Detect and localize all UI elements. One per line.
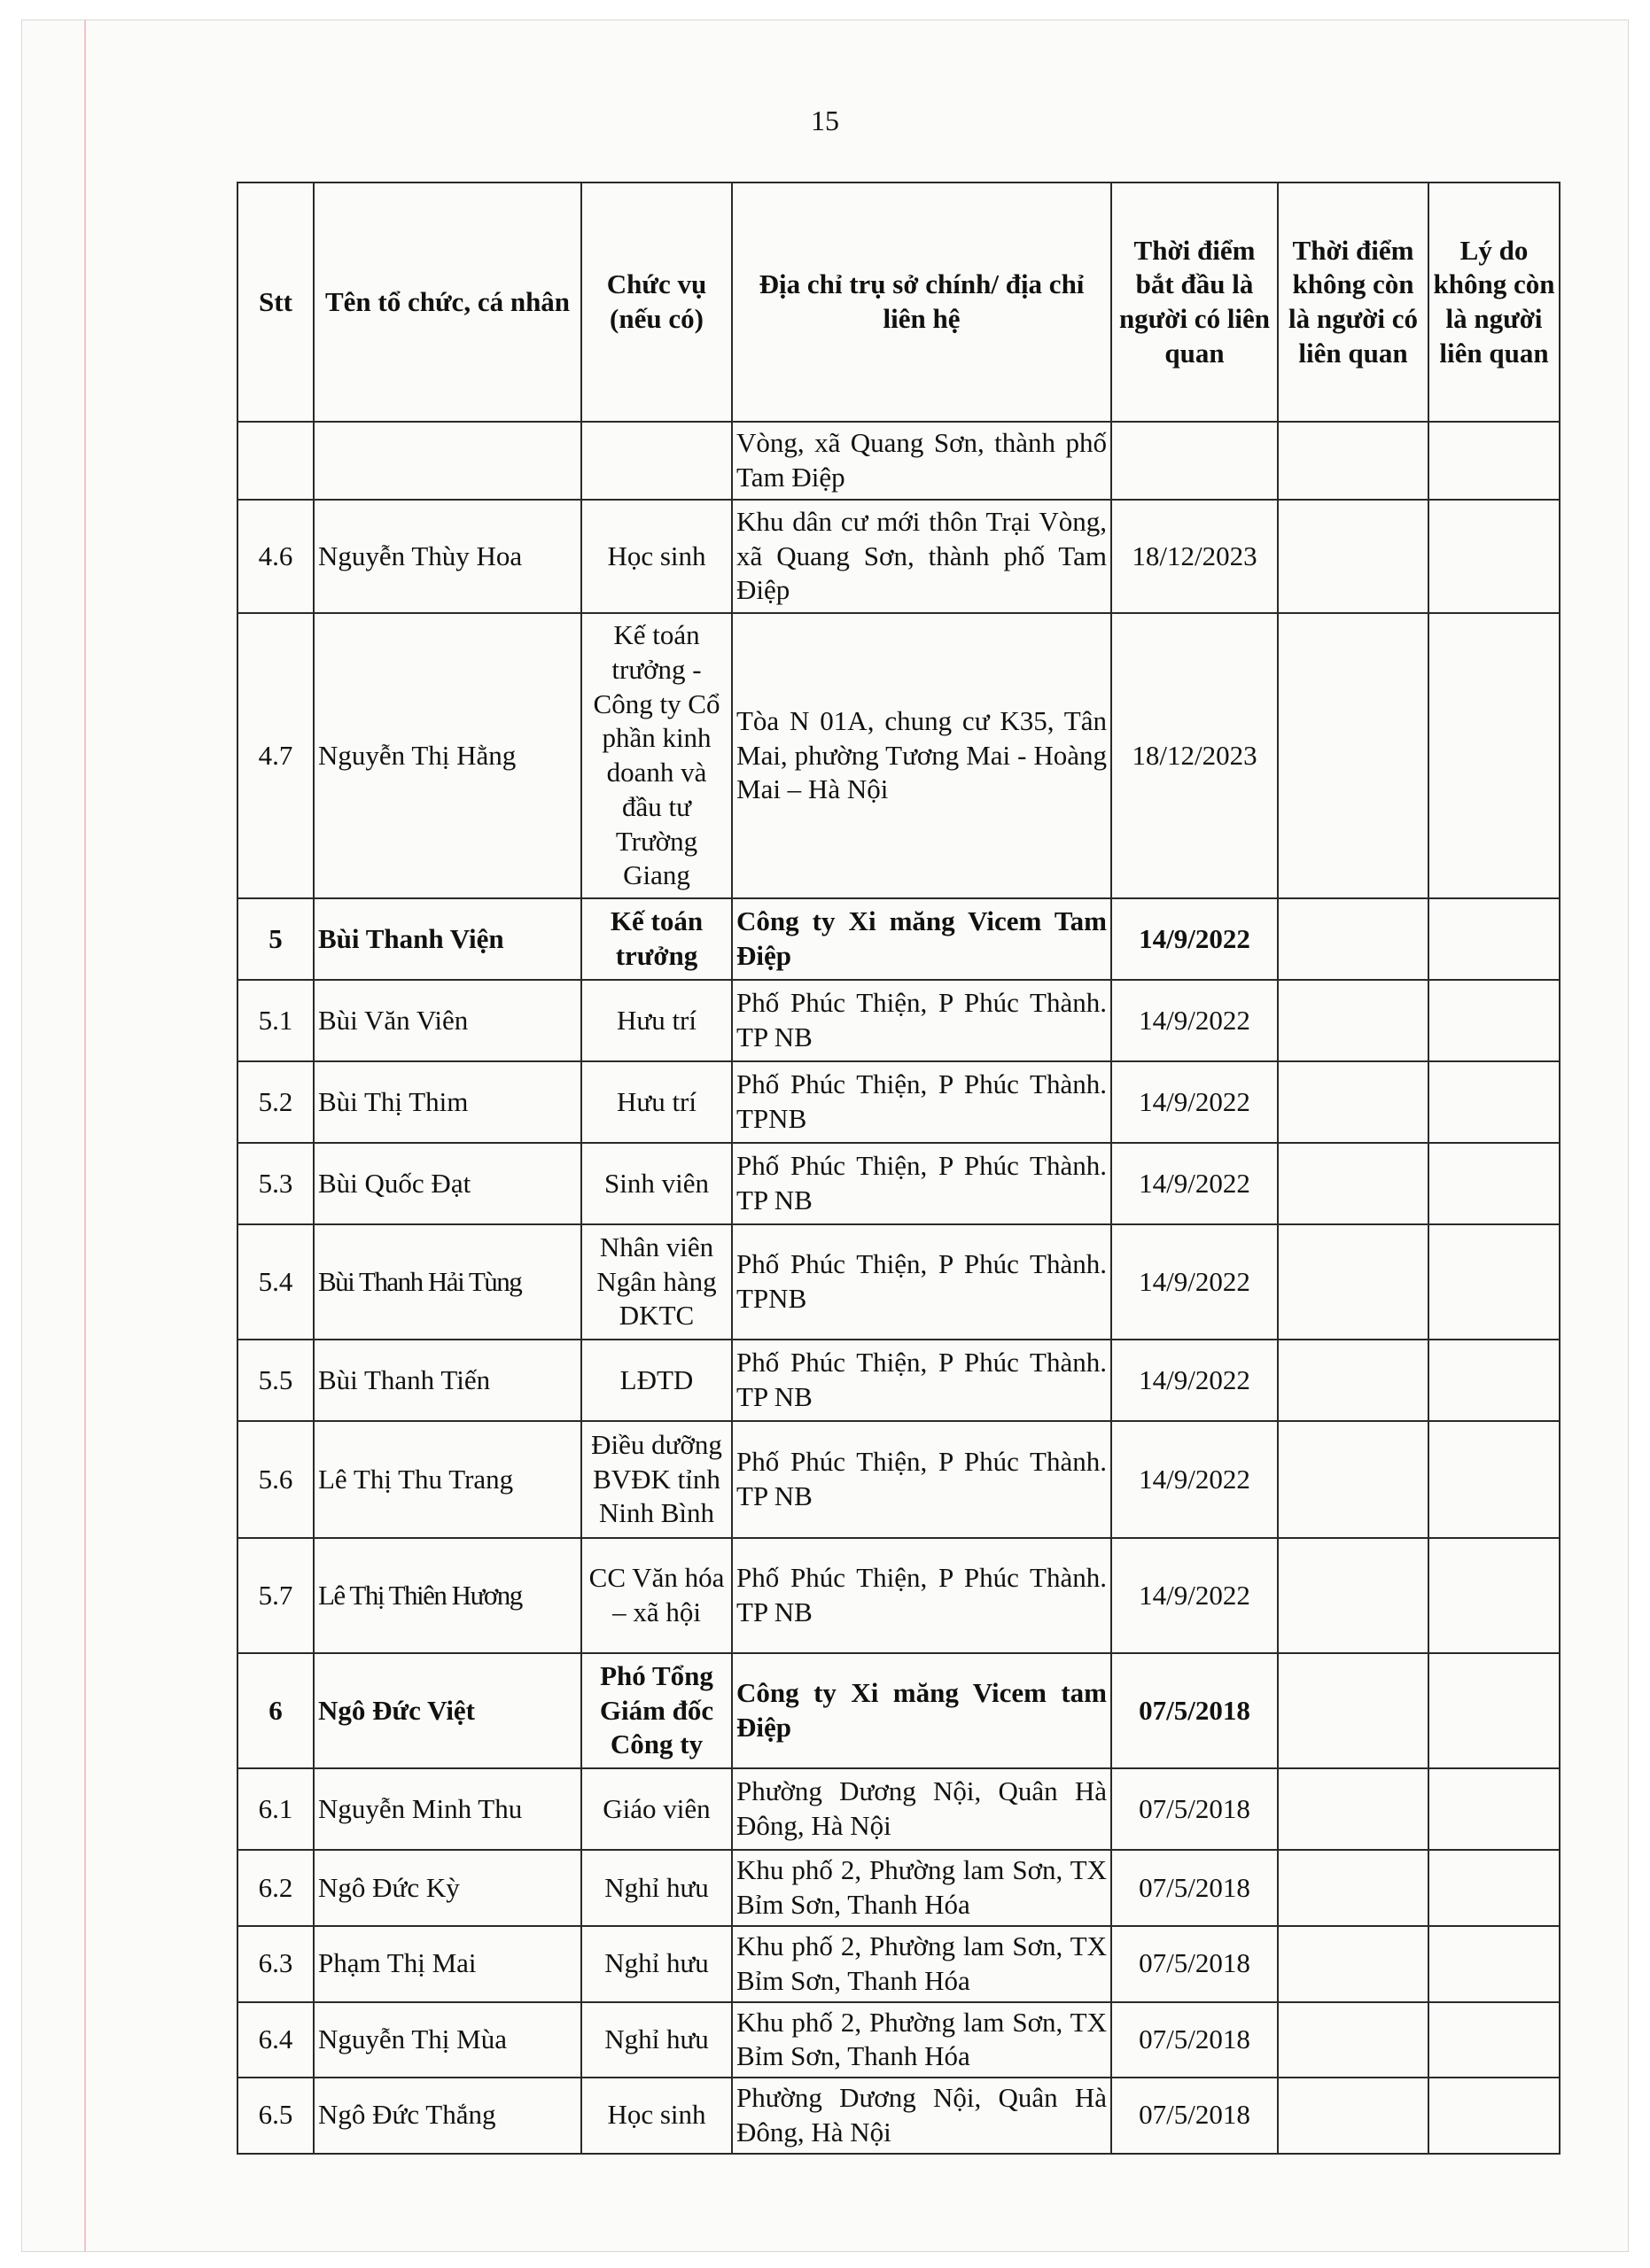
cell-end-date	[1278, 898, 1428, 980]
table-row	[237, 1224, 1560, 1340]
cell-position: Phó Tổng Giám đốc Công ty	[581, 1653, 732, 1768]
cell-reason	[1428, 2002, 1560, 2078]
header-end-date: Thời điểm không còn là người có liên quan	[1278, 183, 1428, 422]
cell-address: Phố Phúc Thiện, P Phúc Thành. TPNB	[732, 1061, 1111, 1143]
cell-reason	[1428, 1850, 1560, 1926]
cell-name: Bùi Thanh Hải Tùng	[314, 1224, 581, 1340]
cell-address: Phường Dương Nội, Quân Hà Đông, Hà Nội	[732, 1768, 1111, 1850]
cell-start-date: 14/9/2022	[1111, 1538, 1278, 1653]
cell-position: Nghỉ hưu	[581, 1926, 732, 2002]
cell-stt: 5.2	[237, 1061, 314, 1143]
cell-address: Phố Phúc Thiện, P Phúc Thành. TP NB	[732, 1538, 1111, 1653]
table-row	[237, 1926, 1560, 2002]
cell-end-date	[1278, 613, 1428, 898]
cell-name: Lê Thị Thu Trang	[314, 1421, 581, 1538]
cell-end-date	[1278, 1421, 1428, 1538]
cell-end-date	[1278, 980, 1428, 1061]
cell-stt: 4.7	[237, 613, 314, 898]
table-row	[237, 1143, 1560, 1224]
cell-reason	[1428, 613, 1560, 898]
cell-start-date: 07/5/2018	[1111, 1653, 1278, 1768]
table-row	[237, 1653, 1560, 1768]
cell-end-date	[1278, 1926, 1428, 2002]
cell-name: Phạm Thị Mai	[314, 1926, 581, 2002]
cell-address: Phố Phúc Thiện, P Phúc Thành. TP NB	[732, 1143, 1111, 1224]
cell-address: Khu dân cư mới thôn Trại Vòng, xã Quang Sơn, thành phố Tam Điệp	[732, 500, 1111, 613]
cell-name: Ngô Đức Thắng	[314, 2078, 581, 2154]
cell-address: Phố Phúc Thiện, P Phúc Thành. TP NB	[732, 1340, 1111, 1421]
cell-start-date: 14/9/2022	[1111, 1421, 1278, 1538]
cell-position: Hưu trí	[581, 1061, 732, 1143]
cell-name: Nguyễn Thùy Hoa	[314, 500, 581, 613]
table-row	[237, 422, 1560, 500]
cell-position	[581, 422, 732, 500]
cell-address: Phường Dương Nội, Quân Hà Đông, Hà Nội	[732, 2078, 1111, 2154]
cell-name: Nguyễn Minh Thu	[314, 1768, 581, 1850]
cell-stt: 5.5	[237, 1340, 314, 1421]
cell-stt: 6	[237, 1653, 314, 1768]
table-row	[237, 1850, 1560, 1926]
cell-address: Phố Phúc Thiện, P Phúc Thành. TP NB	[732, 980, 1111, 1061]
cell-start-date: 14/9/2022	[1111, 980, 1278, 1061]
cell-start-date: 07/5/2018	[1111, 1926, 1278, 2002]
cell-position: LĐTD	[581, 1340, 732, 1421]
cell-start-date: 07/5/2018	[1111, 2078, 1278, 2154]
cell-name: Bùi Thanh Tiến	[314, 1340, 581, 1421]
cell-stt: 4.6	[237, 500, 314, 613]
cell-stt: 5.1	[237, 980, 314, 1061]
cell-start-date: 07/5/2018	[1111, 1850, 1278, 1926]
cell-stt: 6.1	[237, 1768, 314, 1850]
cell-start-date: 14/9/2022	[1111, 1143, 1278, 1224]
table-row	[237, 500, 1560, 613]
cell-reason	[1428, 1421, 1560, 1538]
cell-position: Nghỉ hưu	[581, 1850, 732, 1926]
cell-address: Phố Phúc Thiện, P Phúc Thành. TP NB	[732, 1421, 1111, 1538]
cell-address: Công ty Xi măng Vicem tam Điệp	[732, 1653, 1111, 1768]
cell-stt: 5	[237, 898, 314, 980]
cell-stt: 5.7	[237, 1538, 314, 1653]
cell-name	[314, 422, 581, 500]
cell-stt: 6.3	[237, 1926, 314, 2002]
cell-position: Nhân viên Ngân hàng DKTC	[581, 1224, 732, 1340]
header-reason: Lý do không còn là người liên quan	[1428, 183, 1560, 422]
cell-reason	[1428, 980, 1560, 1061]
cell-address: Khu phố 2, Phường lam Sơn, TX Bỉm Sơn, Thanh Hóa	[732, 2002, 1111, 2078]
cell-position: Nghỉ hưu	[581, 2002, 732, 2078]
cell-end-date	[1278, 2078, 1428, 2154]
cell-address: Phố Phúc Thiện, P Phúc Thành. TPNB	[732, 1224, 1111, 1340]
cell-address: Khu phố 2, Phường lam Sơn, TX Bỉm Sơn, Thanh Hóa	[732, 1926, 1111, 2002]
table-row	[237, 2078, 1560, 2154]
cell-position: Giáo viên	[581, 1768, 732, 1850]
cell-reason	[1428, 1768, 1560, 1850]
table-row	[237, 1421, 1560, 1538]
cell-reason	[1428, 1340, 1560, 1421]
header-position: Chức vụ (nếu có)	[581, 183, 732, 422]
cell-position: Sinh viên	[581, 1143, 732, 1224]
cell-name: Ngô Đức Việt	[314, 1653, 581, 1768]
cell-stt	[237, 422, 314, 500]
cell-stt: 5.6	[237, 1421, 314, 1538]
header-address: Địa chỉ trụ sở chính/ địa chỉ liên hệ	[732, 183, 1111, 422]
cell-end-date	[1278, 1340, 1428, 1421]
cell-position: Học sinh	[581, 500, 732, 613]
cell-name: Bùi Thanh Viện	[314, 898, 581, 980]
cell-end-date	[1278, 1850, 1428, 1926]
cell-name: Nguyễn Thị Mùa	[314, 2002, 581, 2078]
table-row	[237, 898, 1560, 980]
cell-start-date: 18/12/2023	[1111, 613, 1278, 898]
cell-position: Hưu trí	[581, 980, 732, 1061]
cell-name: Bùi Quốc Đạt	[314, 1143, 581, 1224]
cell-reason	[1428, 898, 1560, 980]
table-row	[237, 1340, 1560, 1421]
cell-stt: 5.3	[237, 1143, 314, 1224]
table-row	[237, 2002, 1560, 2078]
cell-address: Tòa N 01A, chung cư K35, Tân Mai, phường Tương Mai - Hoàng Mai – Hà Nội	[732, 613, 1111, 898]
cell-start-date: 14/9/2022	[1111, 1061, 1278, 1143]
cell-reason	[1428, 1224, 1560, 1340]
cell-end-date	[1278, 1224, 1428, 1340]
cell-address: Công ty Xi măng Vicem Tam Điệp	[732, 898, 1111, 980]
cell-end-date	[1278, 1143, 1428, 1224]
header-stt: Stt	[237, 183, 314, 422]
cell-position: Kế toán trưởng	[581, 898, 732, 980]
cell-name: Bùi Thị Thim	[314, 1061, 581, 1143]
cell-start-date: 14/9/2022	[1111, 1340, 1278, 1421]
table-row	[237, 980, 1560, 1061]
cell-address: Khu phố 2, Phường lam Sơn, TX Bỉm Sơn, Thanh Hóa	[732, 1850, 1111, 1926]
cell-position: CC Văn hóa – xã hội	[581, 1538, 732, 1653]
related-persons-table	[237, 182, 1560, 2155]
cell-reason	[1428, 1061, 1560, 1143]
cell-stt: 5.4	[237, 1224, 314, 1340]
cell-end-date	[1278, 1768, 1428, 1850]
cell-reason	[1428, 1653, 1560, 1768]
cell-reason	[1428, 1143, 1560, 1224]
cell-start-date: 18/12/2023	[1111, 500, 1278, 613]
cell-reason	[1428, 1926, 1560, 2002]
table-row	[237, 613, 1560, 898]
cell-position: Điều dưỡng BVĐK tỉnh Ninh Bình	[581, 1421, 732, 1538]
cell-start-date: 07/5/2018	[1111, 1768, 1278, 1850]
header-start-date: Thời điểm bắt đầu là người có liên quan	[1111, 183, 1278, 422]
cell-start-date: 14/9/2022	[1111, 1224, 1278, 1340]
cell-name: Lê Thị Thiên Hương	[314, 1538, 581, 1653]
cell-end-date	[1278, 1538, 1428, 1653]
cell-name: Ngô Đức Kỳ	[314, 1850, 581, 1926]
document-page	[21, 19, 1629, 2252]
cell-stt: 6.5	[237, 2078, 314, 2154]
cell-reason	[1428, 422, 1560, 500]
cell-start-date: 14/9/2022	[1111, 898, 1278, 980]
cell-name: Nguyễn Thị Hằng	[314, 613, 581, 898]
header-name: Tên tổ chức, cá nhân	[314, 183, 581, 422]
cell-position: Học sinh	[581, 2078, 732, 2154]
cell-end-date	[1278, 422, 1428, 500]
table-row	[237, 1061, 1560, 1143]
cell-reason	[1428, 2078, 1560, 2154]
table-row	[237, 1768, 1560, 1850]
cell-end-date	[1278, 1653, 1428, 1768]
cell-stt: 6.4	[237, 2002, 314, 2078]
cell-name: Bùi Văn Viên	[314, 980, 581, 1061]
table-row	[237, 1538, 1560, 1653]
page-number: 15	[811, 105, 839, 136]
cell-address: Vòng, xã Quang Sơn, thành phố Tam Điệp	[732, 422, 1111, 500]
cell-reason	[1428, 500, 1560, 613]
cell-stt: 6.2	[237, 1850, 314, 1926]
cell-end-date	[1278, 1061, 1428, 1143]
margin-line	[84, 20, 86, 2251]
cell-position: Kế toán trưởng - Công ty Cổ phần kinh doanh và đầu tư Trường Giang	[581, 613, 732, 898]
cell-end-date	[1278, 2002, 1428, 2078]
table-header-row	[237, 183, 1560, 422]
cell-end-date	[1278, 500, 1428, 613]
cell-start-date: 07/5/2018	[1111, 2002, 1278, 2078]
cell-start-date	[1111, 422, 1278, 500]
cell-reason	[1428, 1538, 1560, 1653]
